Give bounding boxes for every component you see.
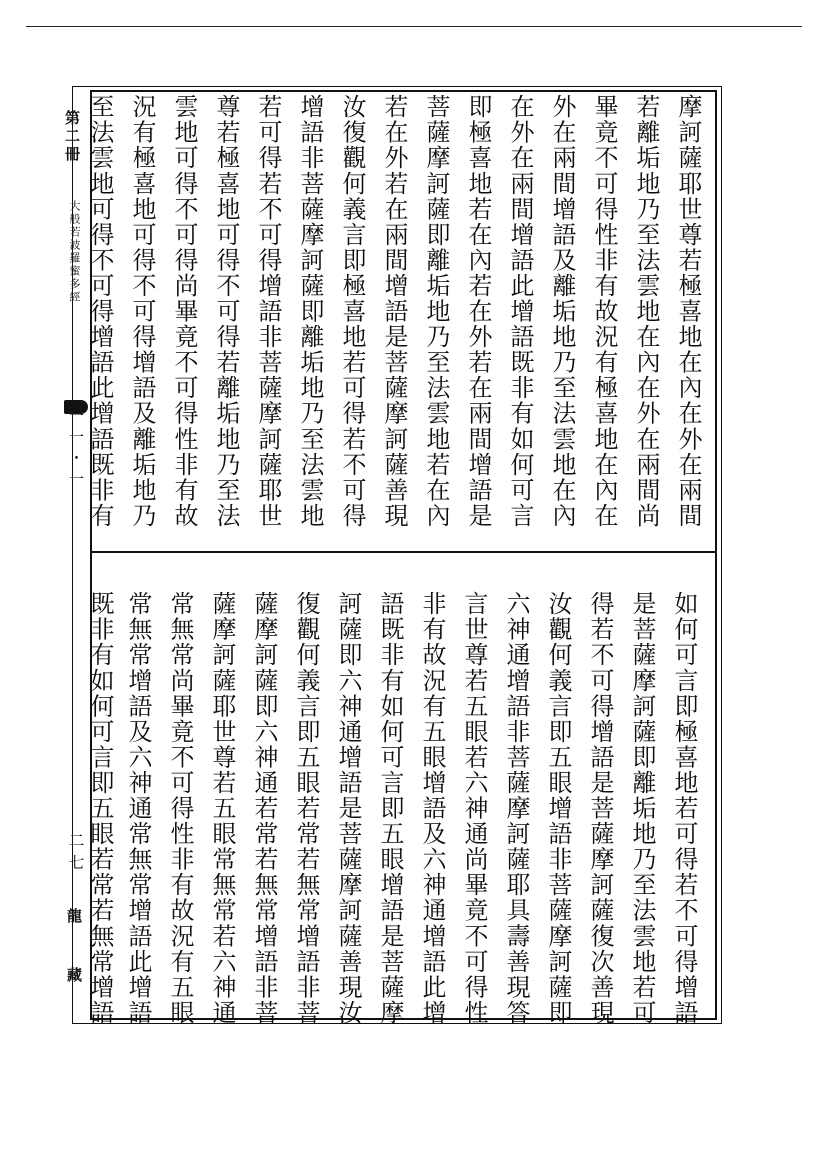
text-column: 非有故況有五眼增語及六神通增語此增 (418, 591, 446, 1026)
text-column: 常無常尚畢竟不可得性非有故況有五眼 (166, 591, 194, 1026)
sutra-title: 大般若波羅蜜多經 (68, 200, 81, 304)
text-column: 外在兩間增語及離垢地乃至法雲地在內 (548, 94, 576, 529)
text-column: 汝觀何義言即五眼增語非菩薩摩訶薩即 (544, 591, 572, 1026)
page-number: 二七 (66, 832, 85, 876)
text-column: 語既非有如何可言即五眼增語是菩薩摩 (376, 591, 404, 1026)
text-column: 摩訶薩耶世尊若極喜地在內在外在兩間 (674, 94, 702, 529)
text-column: 畢竟不可得性非有故況有極喜地在內在 (590, 94, 618, 529)
text-column: 菩薩摩訶薩即離垢地乃至法雲地若在內 (422, 94, 450, 529)
folio-number: 一一・一 (67, 408, 85, 492)
text-column: 即極喜地若在內若在外若在兩間增語是 (464, 94, 492, 529)
text-column: 薩摩訶薩耶世尊若五眼常無常若六神通 (208, 591, 236, 1026)
text-column: 六神通增語非菩薩摩訶薩耶具壽善現答 (502, 591, 530, 1026)
text-column: 是菩薩摩訶薩即離垢地乃至法雲地若可 (628, 591, 656, 1026)
text-column: 汝復觀何義言即極喜地若可得若不可得 (338, 94, 366, 529)
text-column: 若可得若不可得增語非菩薩摩訶薩耶世 (254, 94, 282, 529)
text-column: 常無常增語及六神通常無常增語此增語 (124, 591, 152, 1026)
text-column: 得若不可得增語是菩薩摩訶薩復次善現 (586, 591, 614, 1026)
top-rule (26, 26, 802, 27)
text-column: 況有極喜地可得不可得增語及離垢地乃 (128, 94, 156, 529)
volume-label: 第二冊 (63, 110, 81, 164)
text-column: 既非有如何可言即五眼若常若無常增語 (86, 591, 114, 1026)
text-column: 增語非菩薩摩訶薩即離垢地乃至法雲地 (296, 94, 324, 529)
text-column: 若在外若在兩間增語是菩薩摩訶薩善現 (380, 94, 408, 529)
text-column: 如何可言即極喜地若可得若不可得增語 (670, 591, 698, 1026)
edition-mark: 龍藏 (65, 908, 83, 1026)
text-column: 復觀何義言即五眼若常若無常增語非菩 (292, 591, 320, 1026)
text-column: 雲地可得不可得尚畢竟不可得性非有故 (170, 94, 198, 529)
text-column: 在外在兩間增語此增語既非有如何可言 (506, 94, 534, 529)
text-column: 薩摩訶薩即六神通若常若無常增語非菩 (250, 591, 278, 1026)
text-column: 至法雲地可得不可得增語此增語既非有 (86, 94, 114, 529)
register-divider (90, 551, 717, 553)
text-column: 言世尊若五眼若六神通尚畢竟不可得性 (460, 591, 488, 1026)
text-column: 訶薩即六神通增語是菩薩摩訶薩善現汝 (334, 591, 362, 1026)
text-column: 尊若極喜地可得不可得若離垢地乃至法 (212, 94, 240, 529)
text-column: 若離垢地乃至法雲地在內在外在兩間尚 (632, 94, 660, 529)
